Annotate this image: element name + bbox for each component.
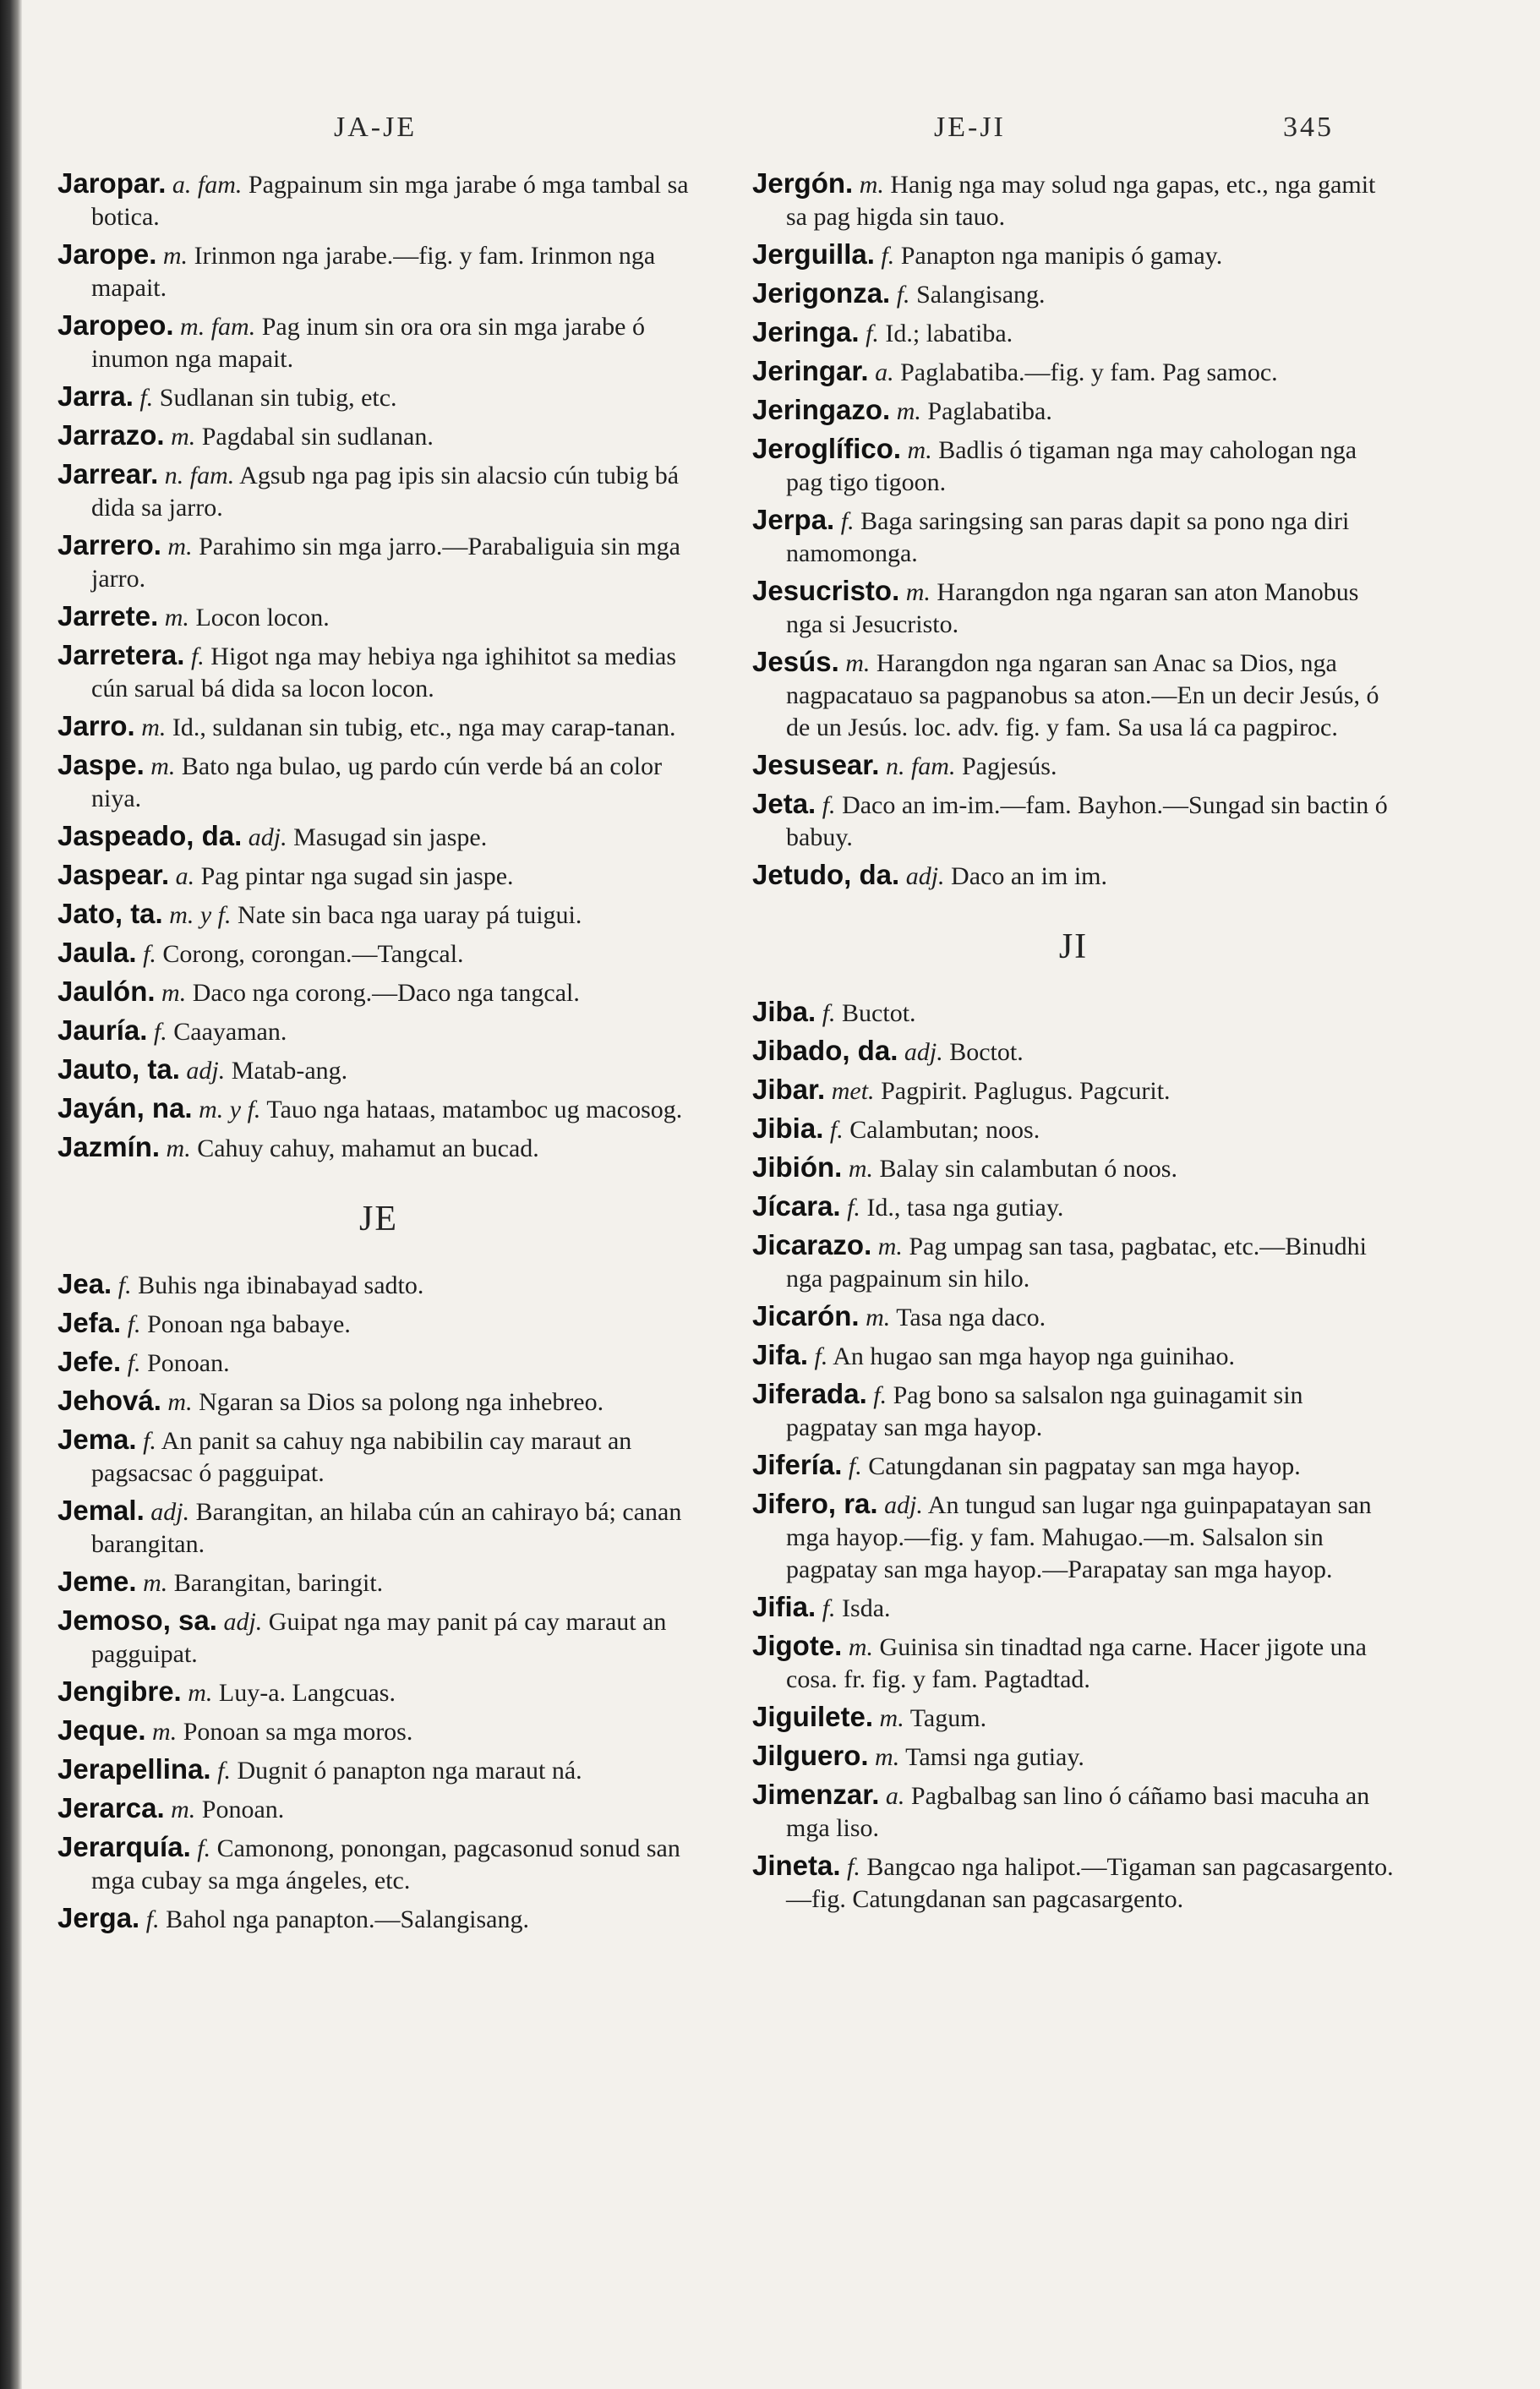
- dictionary-entry: [57, 529, 700, 595]
- entry-definition: Calambutan; noos.: [849, 1116, 1040, 1144]
- dictionary-entry: [752, 1630, 1395, 1696]
- dictionary-entry: [752, 1339, 1395, 1373]
- dictionary-entry: [57, 600, 700, 634]
- entry-grammar: f.: [217, 1757, 231, 1785]
- entry-headword: Jicarazo.: [752, 1229, 872, 1260]
- dictionary-entry: [57, 1053, 700, 1087]
- entry-headword: Jibado, da.: [752, 1035, 898, 1066]
- entry-headword: Jerga.: [57, 1902, 140, 1933]
- entry-definition: Balay sin calambutan ó noos.: [879, 1155, 1177, 1183]
- entry-headword: Jaulón.: [57, 976, 156, 1007]
- entry-definition: Masugad sin jaspe.: [293, 823, 488, 851]
- entry-definition: Pag inum sin ora ora sin mga jarabe ó inumon nga mapait.: [91, 313, 645, 373]
- dictionary-entry: [57, 1424, 700, 1490]
- entry-definition: Harangdon nga ngaran san aton Manobus nga si Jesucristo.: [786, 578, 1359, 638]
- entry-definition: Cahuy cahuy, mahamut an bucad.: [197, 1134, 539, 1162]
- entry-grammar: m.: [152, 1718, 177, 1746]
- entry-headword: Jarrero.: [57, 529, 161, 560]
- dictionary-entry: [57, 1902, 700, 1936]
- entry-grammar: m.: [143, 1569, 168, 1597]
- entry-definition: Tamsi nga gutiay.: [905, 1743, 1084, 1771]
- dictionary-entry: [752, 1488, 1395, 1586]
- entry-grammar: f.: [814, 1342, 828, 1370]
- entry-definition: Paglabatiba.—fig. y fam. Pag samoc.: [900, 358, 1278, 386]
- entry-definition: Tauo nga hataas, matamboc ug macosog.: [266, 1096, 683, 1123]
- dictionary-entry: [752, 1151, 1395, 1185]
- entry-grammar: f.: [822, 1594, 836, 1622]
- entry-grammar: f.: [139, 384, 154, 412]
- entry-grammar: f.: [847, 1194, 860, 1222]
- entry-headword: Jarro.: [57, 710, 135, 741]
- dictionary-entry: [752, 167, 1395, 233]
- entry-headword: Jeque.: [57, 1714, 146, 1746]
- entry-headword: Jergón.: [752, 167, 854, 199]
- entry-definition: Ponoan sa mga moros.: [183, 1718, 413, 1746]
- entry-grammar: m.: [171, 1796, 196, 1823]
- entry-headword: Jehová.: [57, 1385, 161, 1416]
- dictionary-entry: [752, 1229, 1395, 1295]
- dictionary-entry: [57, 710, 700, 744]
- dictionary-entry: [57, 380, 700, 414]
- entry-grammar: f.: [822, 999, 836, 1027]
- entry-grammar: adj.: [884, 1491, 923, 1519]
- entry-headword: Jauto, ta.: [57, 1053, 180, 1085]
- entry-grammar: adj.: [150, 1498, 190, 1526]
- entry-grammar: f.: [127, 1310, 141, 1338]
- entry-definition: Pag pintar nga sugad sin jaspe.: [200, 862, 514, 890]
- entry-definition: Id., suldanan sin tubig, etc., nga may carap-tanan.: [172, 713, 676, 741]
- entry-grammar: f.: [840, 507, 855, 535]
- entry-definition: Id., tasa nga gutiay.: [866, 1194, 1064, 1222]
- dictionary-entry: [752, 1701, 1395, 1735]
- dictionary-entry: [57, 1753, 700, 1787]
- entry-grammar: f.: [829, 1116, 844, 1144]
- entry-definition: Corong, corongan.—Tangcal.: [162, 940, 464, 968]
- entry-headword: Jicarón.: [752, 1300, 860, 1331]
- entry-definition: Dugnit ó panapton nga maraut ná.: [237, 1757, 582, 1785]
- dictionary-entry: [57, 859, 700, 893]
- entry-grammar: m.: [141, 713, 167, 741]
- entry-headword: Jerapellina.: [57, 1753, 211, 1785]
- dictionary-entry: [752, 1035, 1395, 1069]
- entry-grammar: m.: [905, 578, 931, 606]
- dictionary-entry: [57, 167, 700, 233]
- entries-ji: [752, 996, 1395, 1916]
- section-heading-ji: JI: [1058, 927, 1089, 966]
- page-number: 345: [1283, 112, 1334, 143]
- entry-headword: Jesusear.: [752, 749, 880, 780]
- entry-headword: Jema.: [57, 1424, 137, 1455]
- entry-definition: Ponoan nga babaye.: [147, 1310, 351, 1338]
- entry-headword: Jerarquía.: [57, 1831, 191, 1862]
- left-running-header: JA-JE: [334, 112, 418, 143]
- entry-grammar: m.: [150, 752, 176, 780]
- right-running-header: JE-JI: [934, 112, 1006, 143]
- entry-headword: Jayán, na.: [57, 1092, 193, 1123]
- entries-je-left: [57, 1268, 700, 1936]
- entry-grammar: f.: [117, 1271, 132, 1299]
- entries-ja: [57, 167, 700, 1165]
- entry-grammar: m.: [845, 649, 871, 677]
- dictionary-entry: [752, 1449, 1395, 1483]
- entries-je-right: [752, 167, 1395, 893]
- dictionary-entry: [57, 937, 700, 970]
- entry-headword: Jibia.: [752, 1112, 824, 1144]
- entry-definition: Agsub nga pag ipis sin alacsio cún tubig bá dida sa jarro.: [91, 462, 680, 522]
- dictionary-entry: [752, 1190, 1395, 1224]
- entry-grammar: f.: [143, 940, 156, 968]
- entry-definition: Daco nga corong.—Daco nga tangcal.: [192, 979, 580, 1007]
- entry-definition: Guipat nga may panit pá cay maraut an pagguipat.: [91, 1608, 667, 1668]
- entry-grammar: f.: [190, 642, 205, 670]
- entry-headword: Jifia.: [752, 1591, 816, 1622]
- dictionary-entry: [752, 788, 1395, 854]
- entry-headword: Jibión.: [752, 1151, 843, 1183]
- left-column: [57, 167, 700, 1941]
- entry-headword: Jigote.: [752, 1630, 843, 1661]
- entry-grammar: m.: [167, 1388, 193, 1416]
- entry-grammar: m.: [848, 1155, 874, 1183]
- entry-grammar: f.: [873, 1381, 887, 1409]
- entry-grammar: adj.: [223, 1608, 263, 1636]
- entry-grammar: m.: [859, 171, 884, 199]
- entry-definition: Ponoan.: [147, 1349, 230, 1377]
- book-binding-shadow: [0, 0, 22, 2389]
- entry-grammar: adj.: [904, 1038, 943, 1066]
- entry-headword: Jauría.: [57, 1014, 148, 1046]
- entry-headword: Jifería.: [752, 1449, 843, 1480]
- entry-grammar: m.: [166, 1134, 191, 1162]
- entry-headword: Jerguilla.: [752, 238, 875, 270]
- entry-headword: Jarretera.: [57, 639, 185, 670]
- dictionary-entry: [57, 1268, 700, 1302]
- entry-definition: Bahol nga panapton.—Salangisang.: [166, 1905, 529, 1933]
- entry-headword: Jeringazo.: [752, 394, 891, 425]
- entry-headword: Jengibre.: [57, 1676, 182, 1707]
- entry-definition: An hugao san mga hayop nga guinihao.: [833, 1342, 1235, 1370]
- entry-headword: Jarope.: [57, 238, 157, 270]
- entry-headword: Jaspeado, da.: [57, 820, 243, 851]
- dictionary-entry: [57, 976, 700, 1009]
- entry-definition: Camonong, ponongan, pagcasonud sonud san mga cubay sa mga ángeles, etc.: [91, 1834, 680, 1894]
- dictionary-entry: [57, 820, 700, 854]
- dictionary-entry: [752, 238, 1395, 272]
- entry-definition: Panapton nga manipis ó gamay.: [900, 242, 1223, 270]
- dictionary-entry: [57, 1131, 700, 1165]
- entry-grammar: f.: [881, 242, 895, 270]
- entry-grammar: met.: [831, 1077, 875, 1105]
- dictionary-entry: [752, 355, 1395, 389]
- dictionary-entry: [57, 1714, 700, 1748]
- entry-headword: Jefe.: [57, 1346, 122, 1377]
- entry-definition: Ngaran sa Dios sa polong nga inhebreo.: [199, 1388, 604, 1416]
- dictionary-entry: [752, 575, 1395, 641]
- entry-definition: Tagum.: [909, 1704, 987, 1732]
- entry-headword: Jarrear.: [57, 458, 159, 489]
- entry-definition: An tungud san lugar nga guinpapatayan san mga hayop.—fig. y fam. Mahugao.—m. Salsalon sin pagpatay san mga hayop.—Parapatay san mga hayop.: [786, 1491, 1372, 1583]
- dictionary-entry: [752, 996, 1395, 1030]
- entry-definition: Tasa nga daco.: [896, 1304, 1046, 1331]
- entry-headword: Jimenzar.: [752, 1779, 880, 1810]
- dictionary-entry: [57, 1014, 700, 1048]
- entry-grammar: n. fam.: [885, 752, 956, 780]
- entry-definition: Boctot.: [949, 1038, 1024, 1066]
- entry-headword: Jaropeo.: [57, 309, 174, 341]
- entry-headword: Jeringa.: [752, 316, 860, 347]
- entry-grammar: m.: [167, 533, 193, 560]
- entry-headword: Jemoso, sa.: [57, 1605, 217, 1636]
- entry-grammar: m.: [875, 1743, 900, 1771]
- entry-definition: Salangisang.: [916, 281, 1046, 309]
- entry-grammar: m.: [848, 1633, 874, 1661]
- entry-definition: Daco an im im.: [951, 862, 1107, 890]
- entry-grammar: f.: [822, 791, 836, 819]
- section-heading-je: JE: [359, 1200, 398, 1238]
- entry-headword: Jifa.: [752, 1339, 809, 1370]
- entry-grammar: m.: [907, 436, 932, 464]
- entry-headword: Jilguero.: [752, 1740, 869, 1771]
- entry-headword: Jerpa.: [752, 504, 835, 535]
- entry-definition: Nate sin baca nga uaray pá tuigui.: [238, 901, 582, 929]
- entry-definition: Locon locon.: [195, 604, 330, 631]
- dictionary-entry: [752, 277, 1395, 311]
- entry-definition: Id.; labatiba.: [885, 320, 1013, 347]
- entry-definition: Parahimo sin mga jarro.—Parabaliguia sin mga jarro.: [91, 533, 680, 593]
- entry-headword: Jaspe.: [57, 749, 145, 780]
- entry-headword: Jato, ta.: [57, 898, 163, 929]
- entry-headword: Jeta.: [752, 788, 816, 819]
- entry-grammar: f.: [153, 1018, 167, 1046]
- entry-headword: Jerarca.: [57, 1792, 165, 1823]
- entry-definition: Pag umpag san tasa, pagbatac, etc.—Binudhi nga pagpainum sin hilo.: [786, 1233, 1367, 1293]
- entry-headword: Jeme.: [57, 1566, 137, 1597]
- entry-grammar: m. y f.: [199, 1096, 261, 1123]
- dictionary-entry: [57, 1307, 700, 1341]
- entry-grammar: a.: [875, 358, 894, 386]
- entry-headword: Jiba.: [752, 996, 816, 1027]
- entry-definition: Matab-ang.: [231, 1057, 348, 1085]
- dictionary-entry: [752, 1074, 1395, 1107]
- entry-grammar: m.: [171, 423, 196, 451]
- entry-grammar: m.: [164, 604, 189, 631]
- entry-headword: Jaspear.: [57, 859, 170, 890]
- entry-headword: Jaula.: [57, 937, 137, 968]
- dictionary-entry: [57, 1831, 700, 1897]
- dictionary-entry: [57, 419, 700, 453]
- entry-definition: Bangcao nga halipot.—Tigaman san pagcasargento.—fig. Catungdanan san pagcasargento.: [786, 1853, 1394, 1913]
- dictionary-entry: [57, 1566, 700, 1599]
- entry-grammar: f.: [896, 281, 910, 309]
- entry-headword: Jeringar.: [752, 355, 869, 386]
- dictionary-entry: [752, 1112, 1395, 1146]
- entry-headword: Jea.: [57, 1268, 112, 1299]
- entry-definition: Guinisa sin tinadtad nga carne. Hacer jigote una cosa. fr. fig. y fam. Pagtadtad.: [786, 1633, 1367, 1693]
- entry-grammar: a.: [885, 1782, 905, 1810]
- entry-definition: Pagdabal sin sudlanan.: [201, 423, 434, 451]
- entry-grammar: f.: [847, 1853, 860, 1881]
- entry-grammar: m.: [188, 1679, 213, 1707]
- entry-grammar: a.: [175, 862, 195, 890]
- dictionary-entry: [752, 859, 1395, 893]
- dictionary-entry: [57, 1792, 700, 1826]
- dictionary-entry: [752, 749, 1395, 783]
- dictionary-entry: [57, 1092, 700, 1126]
- entry-grammar: adj.: [905, 862, 945, 890]
- dictionary-entry: [752, 1300, 1395, 1334]
- entry-grammar: m.: [877, 1233, 903, 1260]
- entry-definition: Ponoan.: [201, 1796, 285, 1823]
- entry-definition: Pagbalbag san lino ó cáñamo basi macuha an mga liso.: [786, 1782, 1370, 1842]
- entry-definition: Bato nga bulao, ug pardo cún verde bá an color niya.: [91, 752, 663, 812]
- dictionary-entry: [752, 1779, 1395, 1845]
- entry-definition: Pagpainum sin mga jarabe ó mga tambal sa botica.: [91, 171, 689, 231]
- entry-grammar: m. fam.: [180, 313, 256, 341]
- dictionary-entry: [57, 238, 700, 304]
- entry-definition: Irinmon nga jarabe.—fig. y fam. Irinmon nga mapait.: [91, 242, 656, 302]
- entry-definition: Caayaman.: [173, 1018, 287, 1046]
- dictionary-entry: [752, 646, 1395, 744]
- entry-grammar: f.: [197, 1834, 211, 1862]
- dictionary-entry: [57, 639, 700, 705]
- entry-grammar: m.: [162, 242, 188, 270]
- entry-definition: Barangitan, baringit.: [173, 1569, 384, 1597]
- entry-grammar: m.: [866, 1304, 891, 1331]
- dictionary-entry: [752, 316, 1395, 350]
- dictionary-entry: [57, 898, 700, 932]
- dictionary-entry: [752, 1740, 1395, 1774]
- entry-headword: Jícara.: [752, 1190, 841, 1222]
- entry-headword: Jeroglífico.: [752, 433, 902, 464]
- entry-definition: Barangitan, an hilaba cún an cahirayo bá; canan barangitan.: [91, 1498, 682, 1558]
- dictionary-entry: [57, 458, 700, 524]
- entry-definition: Buhis nga ibinabayad sadto.: [138, 1271, 424, 1299]
- entry-headword: Jesucristo.: [752, 575, 900, 606]
- entry-headword: Jazmín.: [57, 1131, 161, 1162]
- entry-headword: Jarra.: [57, 380, 134, 412]
- entry-grammar: m.: [896, 397, 921, 425]
- entry-definition: Catungdanan sin pagpatay san mga hayop.: [868, 1452, 1301, 1480]
- entry-grammar: m.: [161, 979, 187, 1007]
- entry-definition: Paglabatiba.: [927, 397, 1052, 425]
- entry-definition: Luy-a. Langcuas.: [218, 1679, 396, 1707]
- entry-headword: Jarrete.: [57, 600, 159, 631]
- entry-grammar: n. fam.: [164, 462, 235, 489]
- entry-grammar: adj.: [248, 823, 287, 851]
- entry-definition: Hanig nga may solud nga gapas, etc., nga gamit sa pag higda sin tauo.: [786, 171, 1376, 231]
- dictionary-entry: [752, 504, 1395, 570]
- entry-definition: Harangdon nga ngaran san Anac sa Dios, nga nagpacatauo sa pagpanobus sa aton.—En un decir Jesús, ó de un Jesús. loc. adv. fig. y fam. Sa usa lá ca pagpiroc.: [786, 649, 1379, 741]
- dictionary-entry: [57, 1346, 700, 1380]
- entry-grammar: adj.: [186, 1057, 226, 1085]
- entry-headword: Jarrazo.: [57, 419, 165, 451]
- entry-definition: Buctot.: [842, 999, 916, 1027]
- entry-headword: Jaropar.: [57, 167, 167, 199]
- entry-definition: Sudlanan sin tubig, etc.: [159, 384, 397, 412]
- entry-grammar: f.: [866, 320, 879, 347]
- entry-definition: Baga saringsing san paras dapit sa pono nga diri namomonga.: [786, 507, 1350, 567]
- entry-headword: Jiguilete.: [752, 1701, 874, 1732]
- entry-grammar: m. y f.: [169, 901, 232, 929]
- entry-definition: An panit sa cahuy nga nabibilin cay maraut an pagsacsac ó pagguipat.: [91, 1427, 632, 1487]
- entry-headword: Jifero, ra.: [752, 1488, 878, 1519]
- entry-headword: Jefa.: [57, 1307, 122, 1338]
- entry-definition: Pagpirit. Paglugus. Pagcurit.: [881, 1077, 1171, 1105]
- entry-definition: Pagjesús.: [961, 752, 1057, 780]
- dictionary-entry: [752, 1591, 1395, 1625]
- entry-headword: Jetudo, da.: [752, 859, 900, 890]
- dictionary-entry: [752, 1850, 1395, 1916]
- entry-grammar: f.: [848, 1452, 862, 1480]
- entry-headword: Jemal.: [57, 1495, 145, 1526]
- entry-headword: Jineta.: [752, 1850, 841, 1881]
- dictionary-entry: [57, 1495, 700, 1561]
- entry-headword: Jiferada.: [752, 1378, 867, 1409]
- dictionary-entry: [752, 394, 1395, 428]
- entry-grammar: f.: [127, 1349, 141, 1377]
- entry-definition: Pag bono sa salsalon nga guinagamit sin pagpatay san mga hayop.: [786, 1381, 1303, 1441]
- entry-headword: Jesús.: [752, 646, 839, 677]
- entry-grammar: m.: [879, 1704, 904, 1732]
- entry-headword: Jerigonza.: [752, 277, 891, 309]
- entry-grammar: a. fam.: [172, 171, 243, 199]
- dictionary-entry: [57, 749, 700, 815]
- entry-definition: Isda.: [842, 1594, 891, 1622]
- dictionary-entry: [57, 1605, 700, 1670]
- right-column: [752, 167, 1395, 1921]
- entry-headword: Jibar.: [752, 1074, 826, 1105]
- dictionary-entry: [752, 1378, 1395, 1444]
- dictionary-entry: [57, 309, 700, 375]
- dictionary-entry: [57, 1385, 700, 1419]
- entry-definition: Higot nga may hebiya nga ighihitot sa medias cún sarual bá dida sa locon locon.: [91, 642, 677, 702]
- dictionary-entry: [752, 433, 1395, 499]
- entry-grammar: f.: [143, 1427, 156, 1455]
- entry-definition: Badlis ó tigaman nga may cahologan nga pag tigo tigoon.: [786, 436, 1357, 496]
- dictionary-entry: [57, 1676, 700, 1709]
- entry-definition: Daco an im-im.—fam. Bayhon.—Sungad sin bactin ó babuy.: [786, 791, 1388, 851]
- entry-grammar: f.: [145, 1905, 160, 1933]
